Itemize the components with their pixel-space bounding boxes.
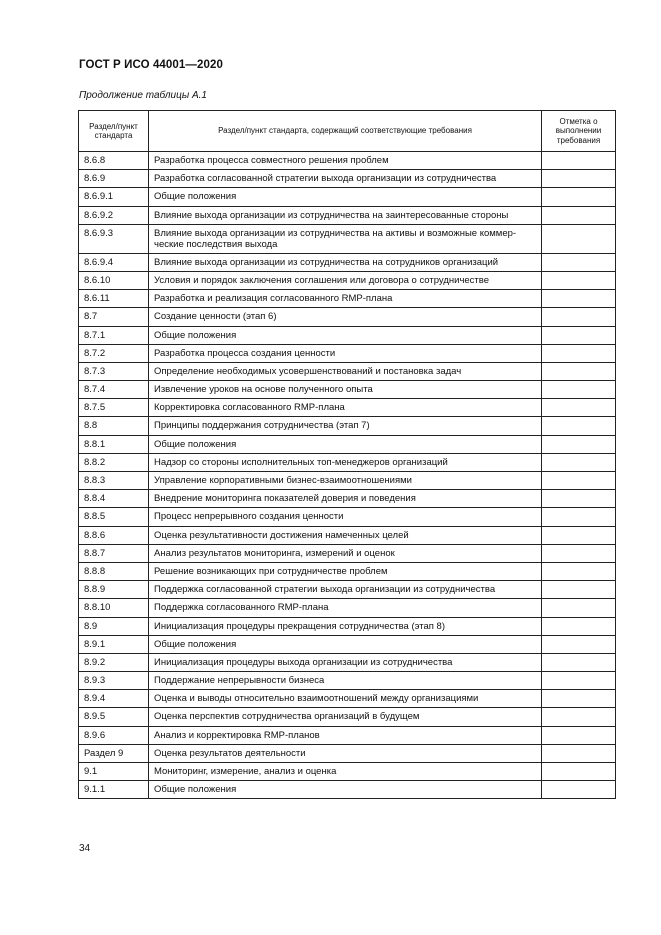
section-cell: 9.1: [79, 763, 149, 781]
mark-cell[interactable]: [542, 581, 616, 599]
section-cell: 8.9: [79, 617, 149, 635]
section-cell: 8.8.8: [79, 562, 149, 580]
section-cell: Раздел 9: [79, 744, 149, 762]
mark-cell[interactable]: [542, 417, 616, 435]
requirement-cell: Мониторинг, измерение, анализ и оценка: [149, 763, 542, 781]
section-cell: 8.8.7: [79, 544, 149, 562]
table-row: [79, 271, 616, 289]
table-row: [79, 690, 616, 708]
section-cell: 8.9.4: [79, 690, 149, 708]
mark-cell[interactable]: [542, 635, 616, 653]
table-row: [79, 290, 616, 308]
section-cell: 8.7.2: [79, 344, 149, 362]
mark-cell[interactable]: [542, 290, 616, 308]
section-cell: 8.6.9.1: [79, 188, 149, 206]
table-row: [79, 417, 616, 435]
table-row: [79, 581, 616, 599]
requirement-cell: Извлечение уроков на основе полученного опыта: [149, 381, 542, 399]
requirement-cell: Оценка перспектив сотрудничества организаций в будущем: [149, 708, 542, 726]
requirement-cell: Создание ценности (этап 6): [149, 308, 542, 326]
table-row: [79, 744, 616, 762]
mark-cell[interactable]: [542, 508, 616, 526]
table-row: [79, 435, 616, 453]
section-cell: 8.9.3: [79, 672, 149, 690]
table-row: [79, 224, 616, 253]
mark-cell[interactable]: [542, 472, 616, 490]
requirement-cell: Условия и порядок заключения соглашения или договора о сотрудничестве: [149, 271, 542, 289]
table-row: [79, 544, 616, 562]
section-cell: 8.7: [79, 308, 149, 326]
section-cell: 8.8.6: [79, 526, 149, 544]
table-header-row: [79, 111, 616, 152]
table-row: [79, 781, 616, 799]
mark-cell[interactable]: [542, 170, 616, 188]
requirement-cell: Оценка результативности достижения намеченных целей: [149, 526, 542, 544]
section-cell: 8.8.5: [79, 508, 149, 526]
requirement-cell: Поддержка согласованной стратегии выхода организации из сотрудничества: [149, 581, 542, 599]
section-cell: 8.8.4: [79, 490, 149, 508]
requirement-cell: Управление корпоративными бизнес-взаимоотношениями: [149, 472, 542, 490]
section-cell: 8.9.1: [79, 635, 149, 653]
table-row: [79, 490, 616, 508]
requirement-cell: Общие положения: [149, 326, 542, 344]
mark-cell[interactable]: [542, 326, 616, 344]
table-caption: Продолжение таблицы А.1: [79, 90, 207, 101]
mark-cell[interactable]: [542, 271, 616, 289]
requirement-cell: Разработка процесса совместного решения проблем: [149, 152, 542, 170]
table-row: [79, 508, 616, 526]
column-header-mark: Отметка о выполнении требования: [542, 111, 616, 152]
table-row: [79, 362, 616, 380]
section-cell: 8.7.1: [79, 326, 149, 344]
table-row: [79, 672, 616, 690]
requirement-cell: Разработка согласованной стратегии выхода организации из сотрудничества: [149, 170, 542, 188]
requirement-cell: Оценка результатов деятельности: [149, 744, 542, 762]
mark-cell[interactable]: [542, 308, 616, 326]
section-cell: 8.9.2: [79, 653, 149, 671]
section-cell: 8.6.8: [79, 152, 149, 170]
table-row: [79, 253, 616, 271]
requirement-cell: Оценка и выводы относительно взаимоотношений между организациями: [149, 690, 542, 708]
mark-cell[interactable]: [542, 344, 616, 362]
mark-cell[interactable]: [542, 399, 616, 417]
page-number: 34: [79, 843, 91, 854]
table-row: [79, 206, 616, 224]
mark-cell[interactable]: [542, 726, 616, 744]
requirement-cell: Общие положения: [149, 781, 542, 799]
mark-cell[interactable]: [542, 708, 616, 726]
requirement-cell: Влияние выхода организации из сотрудничества на заинтересованные стороны: [149, 206, 542, 224]
section-cell: 8.9.5: [79, 708, 149, 726]
mark-cell[interactable]: [542, 152, 616, 170]
requirement-cell: Поддержание непрерывности бизнеса: [149, 672, 542, 690]
requirement-cell: Влияние выхода организации из сотрудничества на сотрудников организаций: [149, 253, 542, 271]
requirement-cell: Надзор со стороны исполнительных топ-менеджеров организаций: [149, 453, 542, 471]
requirement-cell: Инициализация процедуры выхода организации из сотрудничества: [149, 653, 542, 671]
table-row: [79, 326, 616, 344]
mark-cell[interactable]: [542, 781, 616, 799]
section-cell: 8.6.10: [79, 271, 149, 289]
section-cell: 8.8: [79, 417, 149, 435]
section-cell: 8.9.6: [79, 726, 149, 744]
section-cell: 8.8.9: [79, 581, 149, 599]
section-cell: 8.7.5: [79, 399, 149, 417]
mark-cell[interactable]: [542, 206, 616, 224]
document-code: ГОСТ Р ИСО 44001—2020: [79, 59, 224, 71]
requirement-cell: Влияние выхода организации из сотрудничества на активы и возможные коммер-ческие последствия выхода: [149, 224, 542, 253]
table-row: [79, 635, 616, 653]
table-row: [79, 562, 616, 580]
table-body: [79, 152, 616, 799]
mark-cell[interactable]: [542, 672, 616, 690]
mark-cell[interactable]: [542, 490, 616, 508]
table-row: [79, 526, 616, 544]
section-cell: 8.8.10: [79, 599, 149, 617]
table-row: [79, 381, 616, 399]
mark-cell[interactable]: [542, 435, 616, 453]
table-row: [79, 152, 616, 170]
mark-cell[interactable]: [542, 453, 616, 471]
requirement-cell: Определение необходимых усовершенствований и постановка задач: [149, 362, 542, 380]
mark-cell[interactable]: [542, 653, 616, 671]
table-row: [79, 472, 616, 490]
table-row: [79, 653, 616, 671]
requirement-cell: Разработка процесса создания ценности: [149, 344, 542, 362]
section-cell: 8.6.9.4: [79, 253, 149, 271]
section-cell: 8.8.2: [79, 453, 149, 471]
section-cell: 9.1.1: [79, 781, 149, 799]
column-header-requirement: Раздел/пункт стандарта, содержащий соответствующие требования: [149, 111, 542, 152]
column-header-section: Раздел/пункт стандарта: [79, 111, 149, 152]
mark-cell[interactable]: [542, 599, 616, 617]
table-row: [79, 763, 616, 781]
table-row: [79, 453, 616, 471]
requirement-cell: Общие положения: [149, 635, 542, 653]
section-cell: 8.8.3: [79, 472, 149, 490]
requirements-table: [78, 110, 616, 799]
mark-cell[interactable]: [542, 253, 616, 271]
table-row: [79, 344, 616, 362]
requirement-cell: Анализ результатов мониторинга, измерений и оценок: [149, 544, 542, 562]
requirement-cell: Поддержка согласованного RMP-плана: [149, 599, 542, 617]
mark-cell[interactable]: [542, 224, 616, 253]
table-row: [79, 399, 616, 417]
table-row: [79, 617, 616, 635]
mark-cell[interactable]: [542, 617, 616, 635]
section-cell: 8.6.9.3: [79, 224, 149, 253]
table-row: [79, 308, 616, 326]
mark-cell[interactable]: [542, 544, 616, 562]
requirement-cell: Принципы поддержания сотрудничества (этап 7): [149, 417, 542, 435]
section-cell: 8.6.9.2: [79, 206, 149, 224]
requirement-cell: Решение возникающих при сотрудничестве проблем: [149, 562, 542, 580]
requirement-cell: Процесс непрерывного создания ценности: [149, 508, 542, 526]
mark-cell[interactable]: [542, 188, 616, 206]
table-row: [79, 726, 616, 744]
table-row: [79, 708, 616, 726]
section-cell: 8.7.4: [79, 381, 149, 399]
mark-cell[interactable]: [542, 690, 616, 708]
requirement-cell: Корректировка согласованного RMP-плана: [149, 399, 542, 417]
table-row: [79, 170, 616, 188]
section-cell: 8.6.9: [79, 170, 149, 188]
requirement-cell: Анализ и корректировка RMP-планов: [149, 726, 542, 744]
mark-cell[interactable]: [542, 526, 616, 544]
section-cell: 8.8.1: [79, 435, 149, 453]
requirement-cell: Общие положения: [149, 435, 542, 453]
requirement-cell: Инициализация процедуры прекращения сотрудничества (этап 8): [149, 617, 542, 635]
table-row: [79, 188, 616, 206]
mark-cell[interactable]: [542, 562, 616, 580]
section-cell: 8.6.11: [79, 290, 149, 308]
requirement-cell: Общие положения: [149, 188, 542, 206]
mark-cell[interactable]: [542, 763, 616, 781]
requirement-cell: Разработка и реализация согласованного RMP-плана: [149, 290, 542, 308]
table-row: [79, 599, 616, 617]
mark-cell[interactable]: [542, 381, 616, 399]
section-cell: 8.7.3: [79, 362, 149, 380]
mark-cell[interactable]: [542, 744, 616, 762]
mark-cell[interactable]: [542, 362, 616, 380]
requirement-cell: Внедрение мониторинга показателей доверия и поведения: [149, 490, 542, 508]
